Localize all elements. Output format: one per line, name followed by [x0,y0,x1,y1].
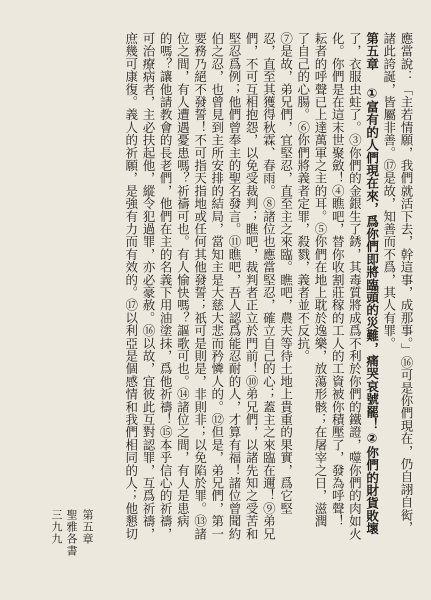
text-line: 要務乃絕不發誓！不可指天指地或任何其他發誓；祇可是則是，非則非；以免陷於罪。⑬諸 [192,32,208,540]
text-line: 們，不可互相抱怨，以免受裁判；瞧吧，裁判者正立於門前！⑩弟兄們，以諸先知之受苦和 [244,32,260,540]
page-number: 三九九 [50,509,63,545]
text-line: 了，衣服虫蛀了。③你們的金銀生了銹，其毒質將成爲不利於你們的鐵證，噬你們的肉如火 [347,32,363,540]
text-line: 耘者的呼聲已上達萬軍之主的耳。⑤你們在地上耽於逸樂，放蕩形骸；在屠宰之日，滋潤 [312,32,328,528]
text-line: ⑦是故，弟兄們，宜堅忍，直至主之來臨。瞧吧，農夫等待土地上貴重的果實，爲它堅 [278,32,294,515]
text-line: 位之間，有人遭遇憂患嗎？祈禱可也。有人愉快嗎？謳歌可也。⑭諸位之間，有人是患病 [175,32,191,528]
text-line: 應當說：「主若情願，我們就活下去，幹這事，成那事。」⑯可是你們現在，仍自詡自衒， [399,32,414,534]
text-line: 的嗎？讓他請教會的長老們，他們在主的名義下用油塗抹，爲他祈禱！⑮本乎信心的祈禱， [158,32,174,540]
text-line: 堅忍爲例；他們曾奉主的聖名發言。⑪瞧吧，吾人認爲能忍耐的人，才算有福！諸位曾聞約 [226,32,242,540]
text-line: 化。你們是在這末世聚斂！④瞧吧，替你收割莊稼的工人的工資被你積壓了，發為呼聲！ [330,32,346,528]
footer-book-title: 聖雅各書 [65,509,78,557]
text-line: 諸此誇誕，皆屬非善。⑰是故，知善而不爲，其人有罪。 [381,32,397,350]
text-line: 忍，直至其獲得秋霖、春雨。⑧諸位也應當堅忍，確立自己的心；蓋主之來臨在邇！⑨弟兄 [261,32,277,540]
text-line: 了自己的心腸。⑥你們將義者定罪，殺戮，義者並不反抗。 [295,32,311,363]
body-text [17,32,415,554]
text-line: 伯之忍，也曾見到主所安排的結局，當知主是大慈大悲而矜憐人的。⑫但是，弟兄們，第一 [209,32,225,540]
footer-chapter: 第五章 [81,509,94,545]
text-line: 庶幾可康復。義人的祈願，是強有力而有效的。⑰以利亞是個感情和我們相同的人；他懇切 [123,32,139,540]
chapter-start-line: 第五章 ①富有的人們現在來，爲你們即將臨頭的災難，痛哭哀號罷！②你們的財貨敗壞 [364,32,380,535]
text-line: 可治療病者，主必扶起他，縱令犯過罪，亦必豪赦。⑯以故，宜彼此互對認罪，互爲祈禱， [140,32,156,540]
